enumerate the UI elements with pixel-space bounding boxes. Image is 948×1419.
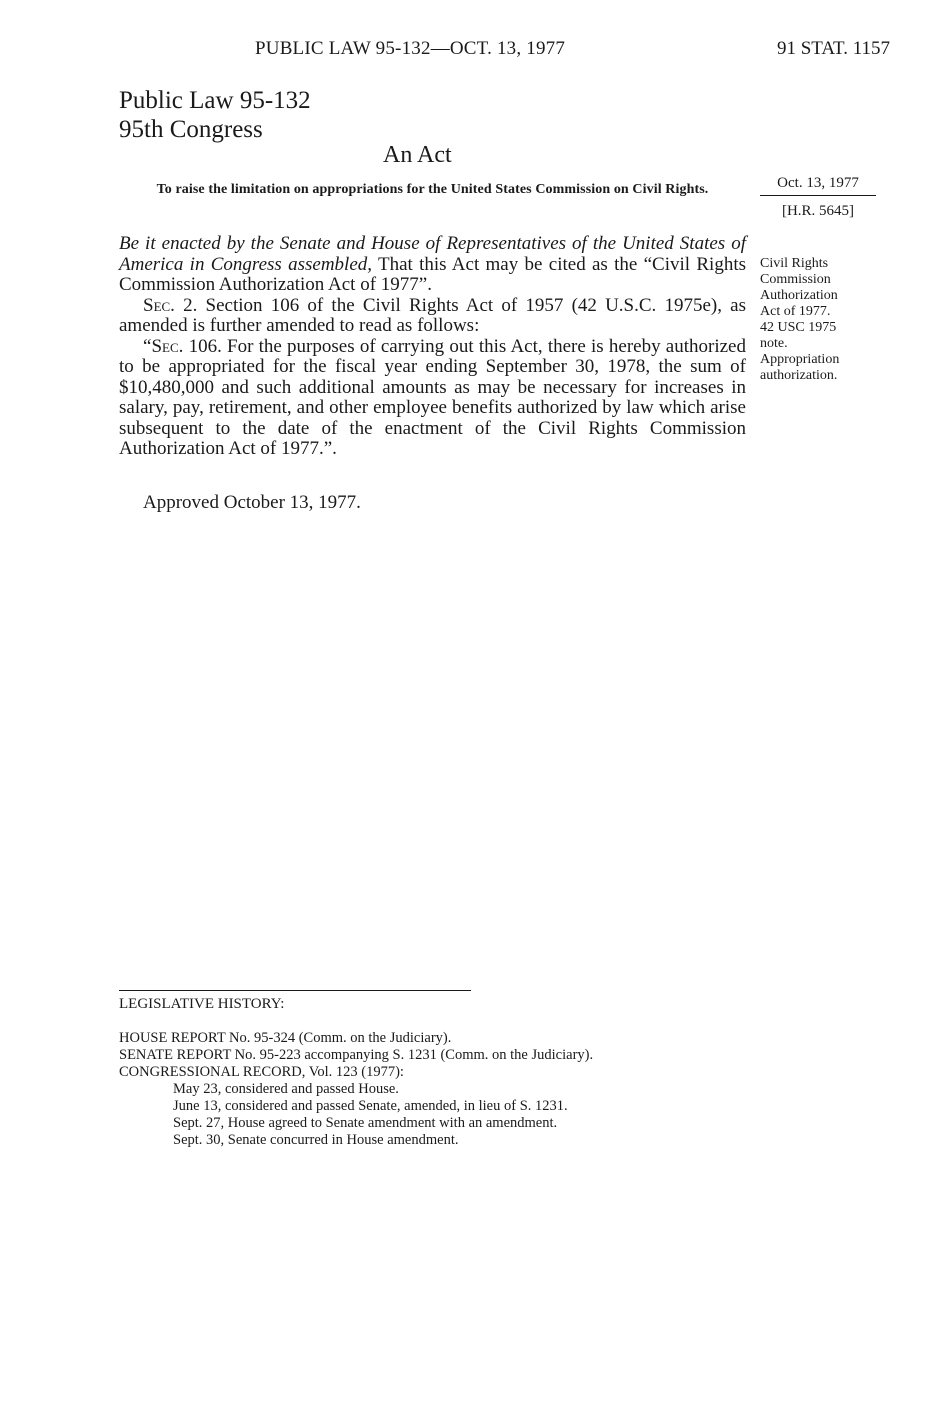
congress-number: 95th Congress: [119, 116, 263, 143]
margin-note: Act of 1977.: [760, 304, 831, 319]
statute-reference: 91 STAT. 1157: [776, 38, 890, 59]
section-106-text: For the purposes of carrying out this Act, there is hereby authorized to be appropriated for the fiscal year ending September 30, 1978, the sum of $10,480,000 and such additional amounts as may be necessary for increases in salary, pay, retirement, and other employee benefits authorized by law which arise subsequent to the date of the enactment of the Civil Rights Commission Authorization Act of 1977.”.: [119, 335, 746, 459]
margin-date: Oct. 13, 1977: [760, 174, 876, 196]
margin-note: Appropriation: [760, 352, 840, 367]
section-2-label: Sec. 2.: [143, 294, 198, 316]
margin-notes: [760, 256, 880, 384]
section-106-open-quote: “: [143, 335, 152, 357]
short-title-text: That this Act may be cited as the “Civil Rights Commission Authorization Act of 1977”.: [119, 253, 746, 295]
running-head: PUBLIC LAW 95-132—OCT. 13, 1977: [255, 38, 566, 59]
record-entry: Sept. 30, Senate concurred in House amendment.: [173, 1132, 459, 1148]
approval-line: Approved October 13, 1977.: [143, 492, 361, 513]
public-law-title: [119, 86, 311, 144]
margin-date-block: [760, 174, 876, 220]
record-entry: Sept. 27, House agreed to Senate amendment with an amendment.: [173, 1115, 558, 1131]
record-entry: May 23, considered and passed House.: [173, 1081, 399, 1097]
margin-note: note.: [760, 336, 788, 351]
public-law-number: Public Law 95-132: [119, 87, 311, 114]
section-2-paragraph: [119, 296, 746, 337]
section-106-paragraph: [119, 337, 746, 460]
legislative-history: [119, 1030, 759, 1149]
section-106-label: Sec. 106.: [151, 335, 222, 357]
history-line: HOUSE REPORT No. 95-324 (Comm. on the Judiciary).: [119, 1030, 452, 1046]
legislative-history-title: LEGISLATIVE HISTORY:: [119, 996, 285, 1012]
history-divider: [119, 990, 471, 991]
margin-note: Authorization: [760, 288, 838, 303]
record-entry: June 13, considered and passed Senate, amended, in lieu of S. 1231.: [173, 1098, 568, 1114]
act-heading: An Act: [383, 142, 452, 168]
enacting-clause: Be it enacted by the Senate and House of Representatives of the United States of America in Congress assembled,: [119, 233, 746, 275]
margin-note: Commission: [760, 272, 831, 287]
margin-note: Civil Rights: [760, 256, 829, 271]
enacting-paragraph: [119, 234, 746, 296]
section-2-text: Section 106 of the Civil Rights Act of 1957 (42 U.S.C. 1975e), as amended is further amended to read as follows:: [119, 294, 746, 336]
history-line: SENATE REPORT No. 95-223 accompanying S. 1231 (Comm. on the Judiciary).: [119, 1047, 594, 1063]
margin-note: authorization.: [760, 368, 838, 383]
act-purpose: To raise the limitation on appropriations for the United States Commission on Civil Rights.: [156, 182, 709, 197]
margin-bill-number: [H.R. 5645]: [781, 203, 855, 219]
margin-note: 42 USC 1975: [760, 320, 837, 335]
act-body: [119, 234, 746, 460]
history-line: CONGRESSIONAL RECORD, Vol. 123 (1977):: [119, 1064, 404, 1080]
